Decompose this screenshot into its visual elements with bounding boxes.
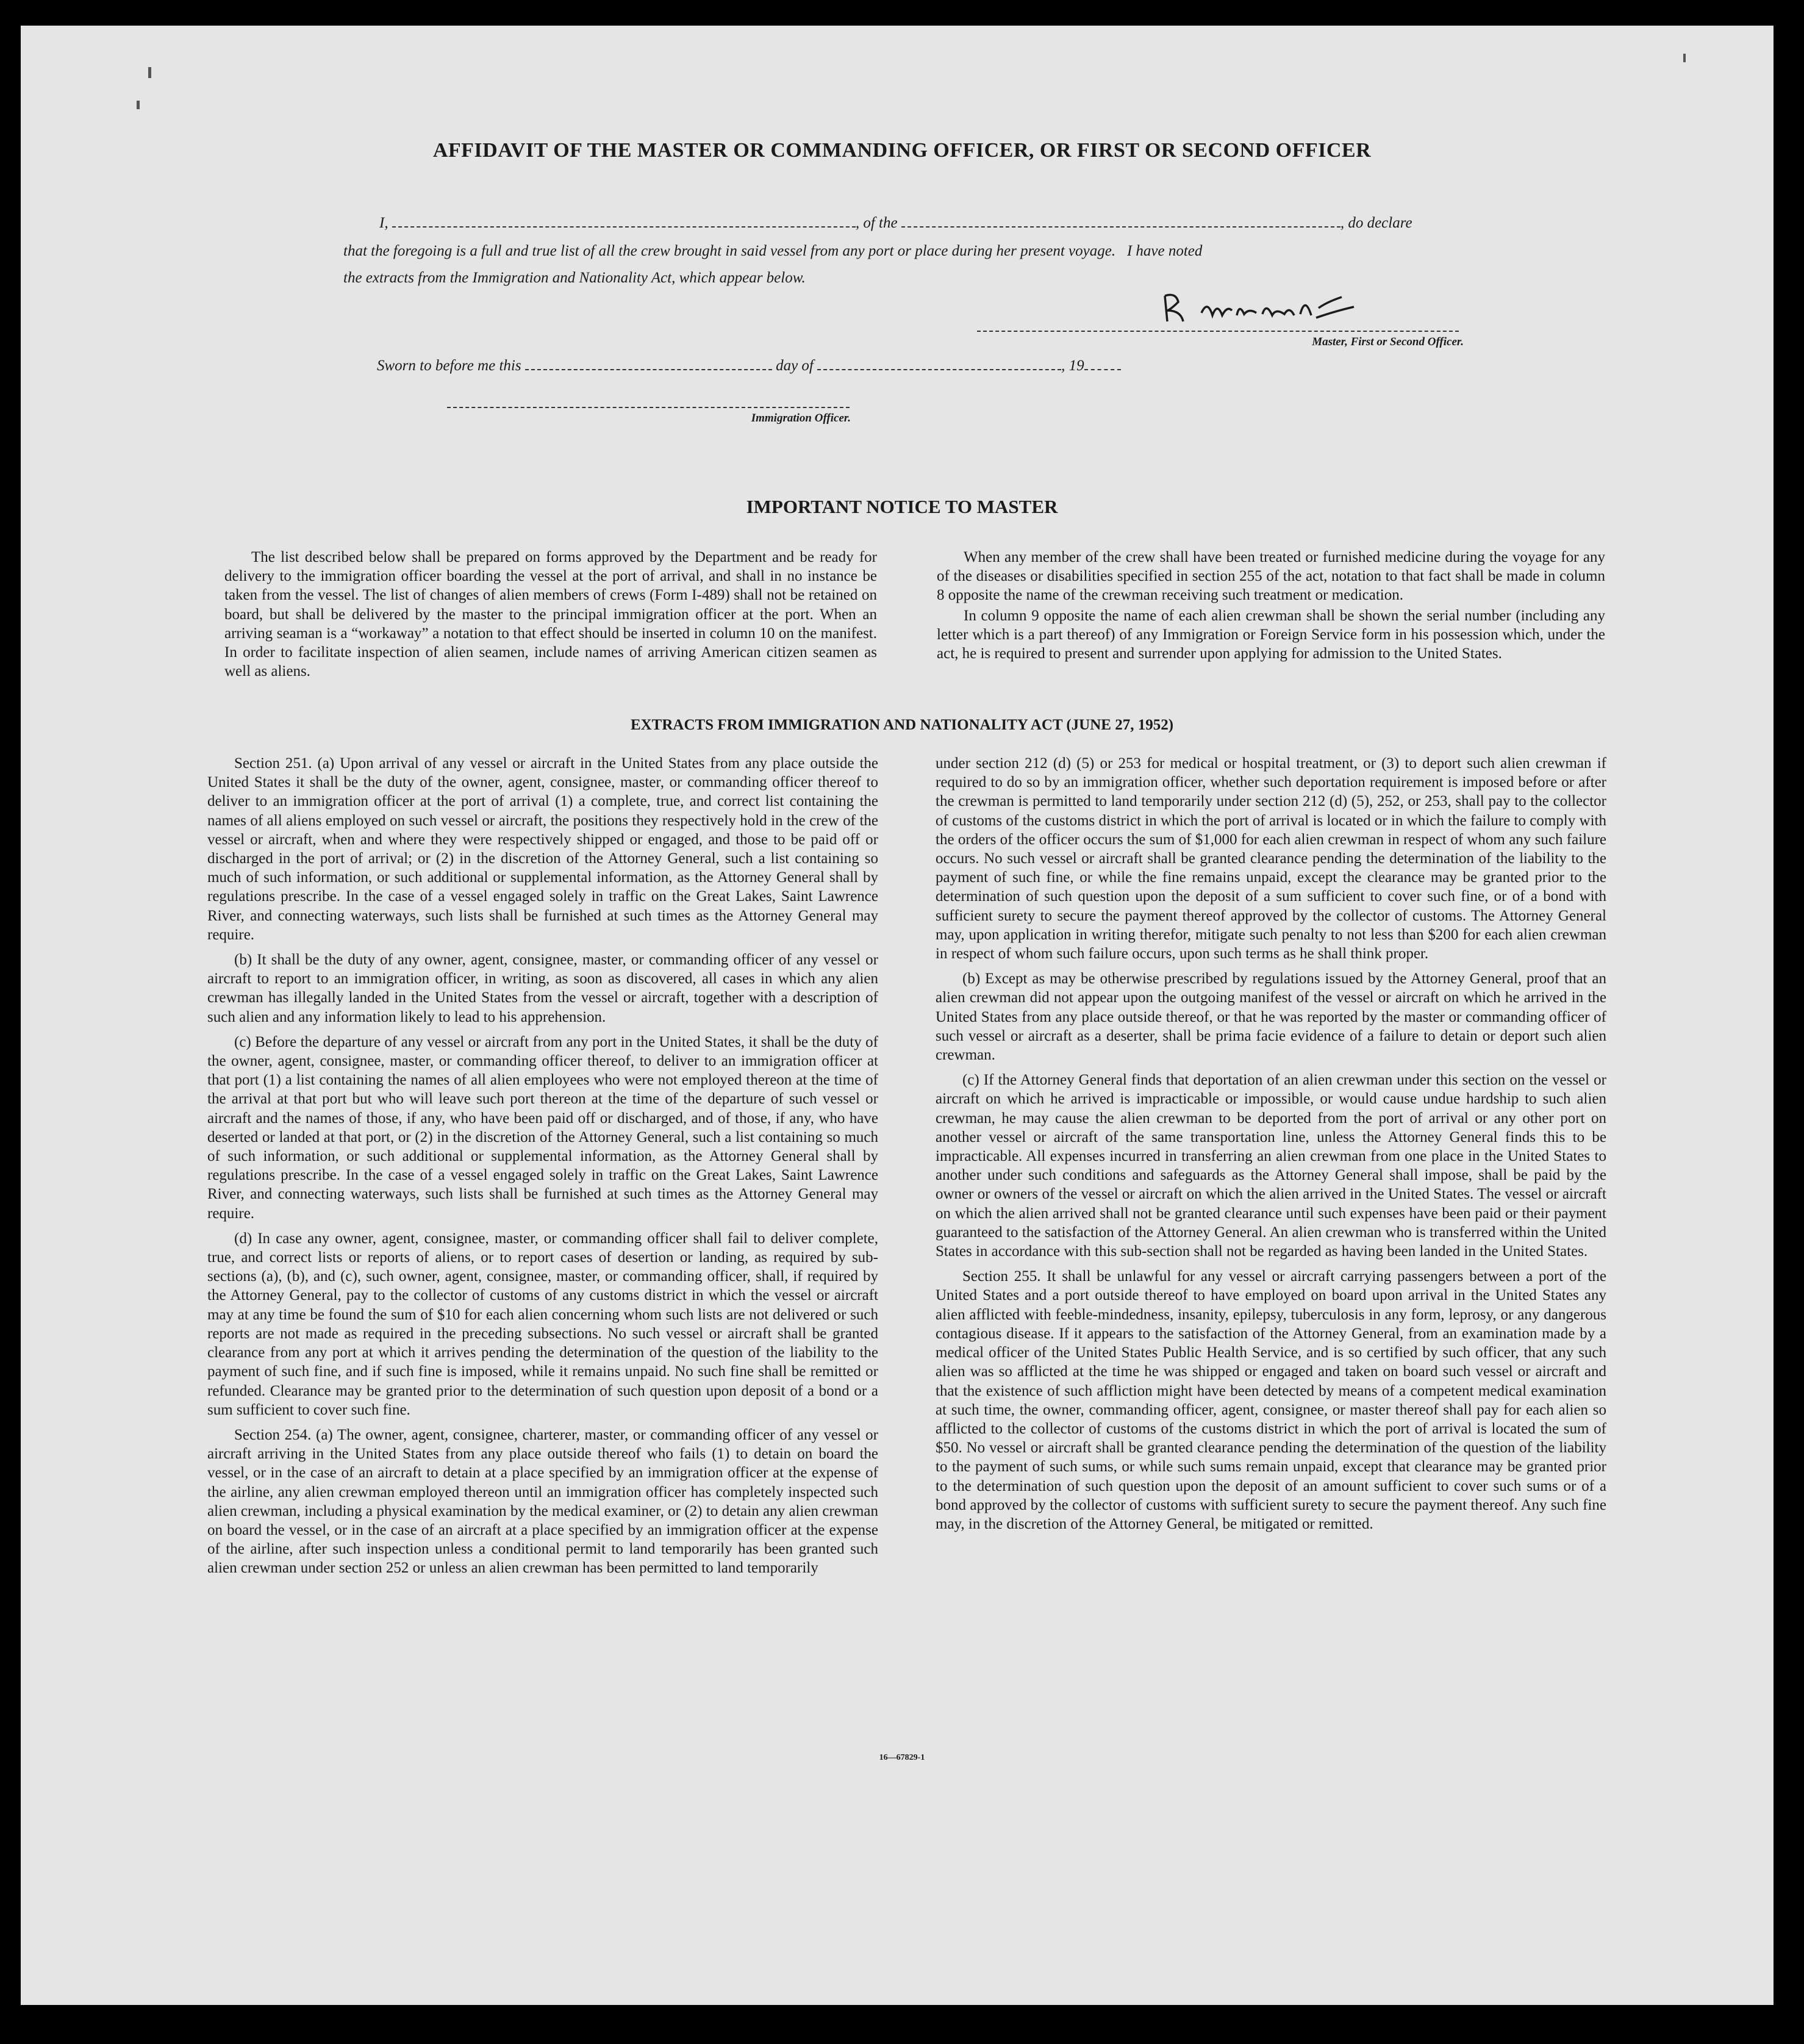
year-label: , 19 [1061,357,1084,374]
extracts-right-column [936,754,1606,1540]
declaration-line-3: the extracts from the Immigration and Nationality Act, which appear below. [343,270,806,286]
notice-left-paragraph: The list described below shall be prepared on forms approved by the Department and be ready for delivery to the immigration officer boarding the vessel at the port of arrival, and shall in no instance be taken from the vessel. The list of changes of alien members of crews (Form I-489) shall not be retained on board, but shall be delivered by the master to the principal immigration officer at the port. When an arriving seaman is a “workaway” a notation to that effect should be inserted in column 10 on the manifest. In order to facilitate inspection of alien seamen, include names of arriving American citizen seamen as well as aliens. [224,549,877,680]
immigration-officer-signature-line [447,407,850,408]
extracts-left-column [207,754,878,1584]
of-the-label: , of the [855,215,898,231]
declarant-name-field[interactable] [392,226,856,228]
master-signature-caption: Master, First or Second Officer. [1312,335,1464,348]
scan-speck [148,67,151,78]
immigration-officer-caption: Immigration Officer. [751,412,851,425]
declaration-line-2: that the foregoing is a full and true list of all the crew brought in said vessel from any port or place during her present voyage. I have noted [343,243,1203,259]
sworn-year-field[interactable] [1084,369,1121,370]
section-254-c: (c) If the Attorney General finds that deportation of an alien crewman under this section on the vessel or aircraft on which he arrived is impracticable or impossible, or would cause undue hardship to such alien crewman, he may cause the alien crewman to be deported from the port of arrival or any other port on another vessel or aircraft of the same transportation line, unless the Attorney General finds this to be impracticable. All expenses incurred in transferring an alien crewman from one place in the United States to another under such conditions and safeguards as the Attorney General shall impose, shall be paid by the owner or owners of the vessel or aircraft on which the alien arrived in the United States. The vessel or aircraft on which the alien arrived shall not be granted clearance until such expenses have been paid or their payment guaranteed to the satisfaction of the Attorney General. An alien crewman who is transferred within the United States in accordance with this sub-section shall not be regarded as having been landed in the United States. [936,1072,1606,1260]
do-declare-label: , do declare [1340,215,1412,231]
section-254-b: (b) Except as may be otherwise prescribed by regulations issued by the Attorney General, proof that an alien crewman did not appear upon the outgoing manifest of the vessel or aircraft on which he arrived in the United States from any place outside thereof, or that he was reported by the master or commanding officer of such vessel or aircraft as a deserter, shall be prima facie evidence of a failure to detain or deport such alien crewman. [936,970,1606,1064]
master-signature-line [977,331,1459,332]
sworn-prefix: Sworn to before me this [377,357,521,374]
section-254-a-continued: under section 212 (d) (5) or 253 for medical or hospital treatment, or (3) to deport such alien crewman if required to do so by an immigration officer, whether such deportation requirement is imposed before or after the crewman is permitted to land temporarily under section 212 (d) (5), 252, or 253, shall pay to the collector of customs of the customs district in which the port of arrival is located or in which the failure to comply with the orders of the officer occurs the sum of $1,000 for each alien crewman in respect of whom any such failure occurs. No such vessel or aircraft shall be granted clearance pending the determination of the liability to the payment of such fine, or while the fine remains unpaid, except the clearance may be granted prior to the determination of such question upon the deposit of a sum sufficient to cover such fine, or of a bond with sufficient surety to secure the payment thereof approved by the collector of customs. The Attorney General may, upon application in writing therefor, mitigate such penalty to not less than $200 for each alien crewman in respect of whom such failure occurs, upon such terms as he shall think proper. [936,755,1606,963]
sworn-day-field[interactable] [525,369,772,370]
handwritten-signature [1159,284,1391,332]
declarant-prefix: I, [379,215,388,231]
form-number: 16—67829-1 [879,1753,925,1762]
day-of-label: day of [776,357,814,374]
notice-right-paragraph: In column 9 opposite the name of each alien crewman shall be shown the serial number (including any letter which is a part thereof) of any Immigration or Foreign Service form in his possession which, under the act, he is required to present and surrender upon applying for admission to the United States. [937,607,1605,662]
notice-left-column [224,548,877,687]
sworn-line [377,357,1231,375]
section-251-b: (b) It shall be the duty of any owner, agent, consignee, master, or commanding officer of any vessel or aircraft to report to an immigration officer, in writing, as soon as discovered, all cases in which any alien crewman has illegally landed in the United States from the vessel or aircraft, together with a description of such alien and any information likely to lead to his apprehension. [207,952,878,1025]
notice-right-column [937,548,1605,669]
section-254-a: Section 254. (a) The owner, agent, consignee, charterer, master, or commanding officer of any vessel or aircraft arriving in the United States from any place outside thereof who fails (1) to detain on board the vessel, or in the case of an aircraft to detain at a place specified by an immigration officer at the expense of the airline, any alien crewman employed thereon until an immigration officer has completely inspected such alien crewman, including a physical examination by the medical examiner, or (2) to detain any alien crewman on board the vessel, or in the case of an aircraft at a place specified by an immigration officer at the expense of the airline, after such inspection unless a conditional permit to land temporarily has been granted such alien crewman under section 252 or unless an alien crewman has been permitted to land temporarily [207,1426,878,1577]
section-251-c: (c) Before the departure of any vessel or aircraft from any port in the United States, it shall be the duty of the owner, agent, consignee, master, or commanding officer thereof, to deliver to an immigration officer at that port (1) a list containing the names of all alien employees who were not employed thereon at the time of the arrival at that port but who will leave such port thereon at the time of the departure of such vessel or aircraft and the names of those, if any, who have been paid off or discharged, and of those, if any, who have deserted or landed at that port, or (2) in the discretion of the Attorney General, such a list containing so much of such information, or such additional or supplemental information, as the Attorney General shall by regulations prescribe. In the case of a vessel engaged solely in traffic on the Great Lakes, Saint Lawrence River, and connecting waterways, such lists shall be furnished at such times as the Attorney General may require. [207,1033,878,1222]
scan-speck [137,101,140,109]
section-251-d: (d) In case any owner, agent, consignee, master, or commanding officer shall fail to deliver complete, true, and correct lists or reports of aliens, or to report cases of desertion or landing, as required by sub-sections (a), (b), and (c), such owner, agent, consignee, master, or commanding officer, shall, if required by the Attorney General, pay to the collector of customs of any customs district in which the vessel or aircraft may at any time be found the sum of $10 for each alien concerning whom such lists are not delivered or such reports are not made as required in the preceding subsections. No such vessel or aircraft shall be granted clearance from any port at which it arrives pending the determination of the question of the liability to the payment of such fine, and if such fine is imposed, while it remains unpaid. No such fine shall be remitted or refunded. Clearance may be granted prior to the determination of such question upon deposit of a bond or a sum sufficient to cover such fine. [207,1230,878,1418]
scan-speck [1683,54,1686,62]
section-251-a: Section 251. (a) Upon arrival of any vessel or aircraft in the United States from any place outside the United States it shall be the duty of the owner, agent, consignee, master, or commanding officer thereof to deliver to an immigration officer at the port of arrival (1) a complete, true, and correct list containing the names of all aliens employed on such vessel or aircraft, the positions they respectively hold in the crew of the vessel or aircraft, when and where they were respectively shipped or engaged, and those to be paid off or discharged in the port of arrival; or (2) in the discretion of the Attorney General, such a list containing so much of such information, or such additional or supplemental information, as the Attorney General shall by regulations prescribe. In the case of a vessel engaged solely in traffic on the Great Lakes, Saint Lawrence River, and connecting waterways, such lists shall be furnished at such times as the Attorney General may require. [207,755,878,943]
declaration-line-1 [379,215,1477,232]
vessel-name-field[interactable] [901,226,1340,228]
affidavit-title: AFFIDAVIT OF THE MASTER OR COMMANDING OFFICER, OR FIRST OR SECOND OFFICER [432,139,1372,162]
extracts-title: EXTRACTS FROM IMMIGRATION AND NATIONALITY ACT (JUNE 27, 1952) [630,717,1174,733]
notice-title: IMPORTANT NOTICE TO MASTER [746,496,1058,517]
notice-right-paragraph: When any member of the crew shall have been treated or furnished medicine during the voyage for any of the diseases or disabilities specified in section 255 of the act, notation to that fact shall be made in column 8 opposite the name of the crewman receiving such treatment or medication. [937,549,1605,604]
sworn-month-field[interactable] [817,369,1061,370]
section-255: Section 255. It shall be unlawful for any vessel or aircraft carrying passengers between a port of the United States and a port outside thereof to have employed on board upon arrival in the United States any alien afflicted with feeble-mindedness, insanity, epilepsy, tuberculosis in any form, leprosy, or any dangerous contagious disease. If it appears to the satisfaction of the Attorney General, from an examination made by a medical officer of the United States Public Health Service, and is so certified by such officer, that any such alien was so afflicted at the time he was shipped or engaged and taken on board such vessel or aircraft and that the existence of such affliction might have been detected by means of a competent medical examination at such time, the owner, commanding officer, agent, consignee, or master thereof shall pay for each alien so afflicted to the collector of customs of the customs district in which the port of arrival is located the sum of $50. No vessel or aircraft shall be granted clearance pending the determination of the question of the liability to the payment of such sums, or while such sums remain unpaid, except that clearance may be granted prior to the determination of such question upon the deposit of an amount sufficient to cover such sums or of a bond approved by the collector of customs with sufficient surety to secure the payment thereof. Any such fine may, in the discretion of the Attorney General, be mitigated or remitted. [936,1268,1606,1532]
